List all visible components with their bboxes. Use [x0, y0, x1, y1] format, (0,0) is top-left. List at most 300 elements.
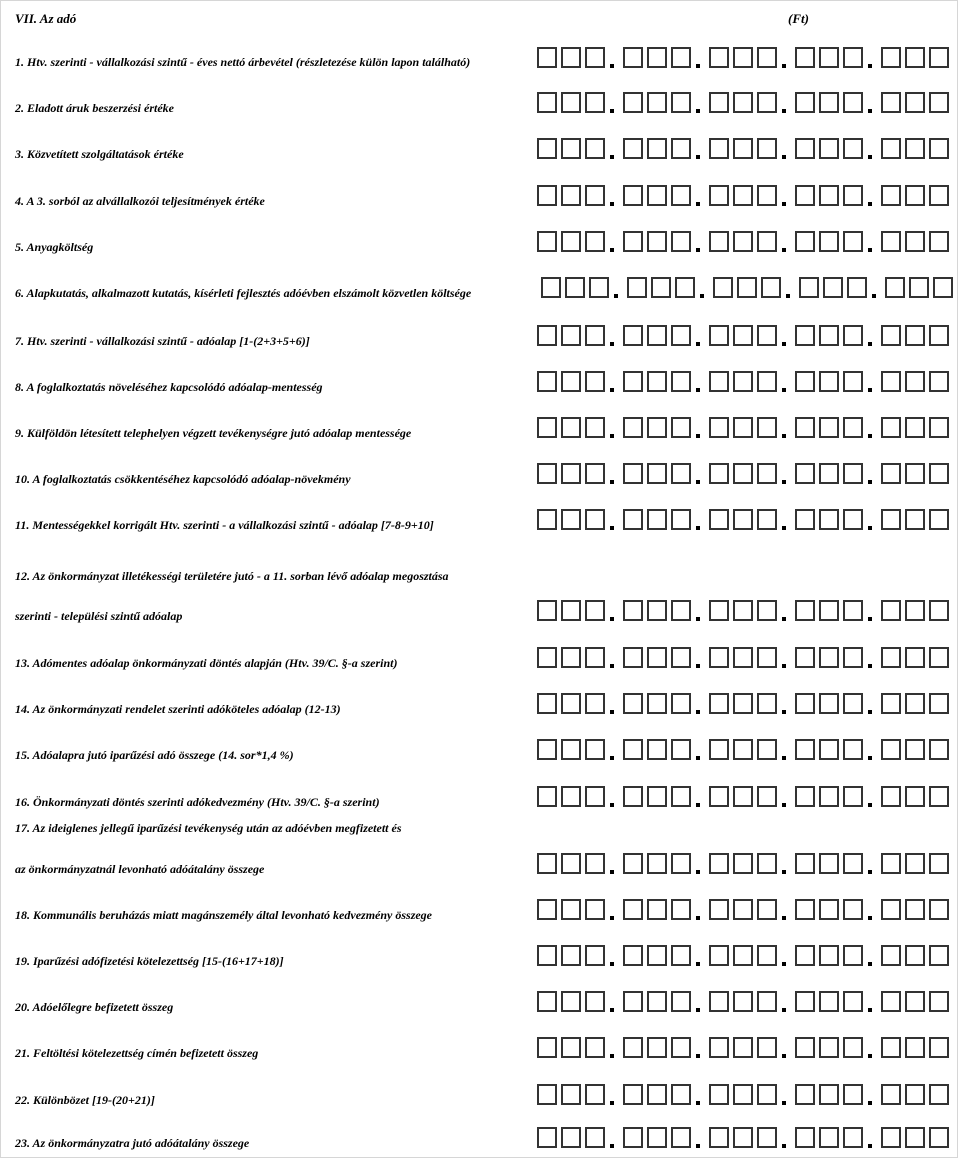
digit-box[interactable] [819, 231, 839, 252]
digit-box[interactable] [647, 231, 667, 252]
digit-box[interactable] [819, 1037, 839, 1058]
digit-box[interactable] [733, 463, 753, 484]
digit-group[interactable] [795, 945, 863, 966]
digit-group[interactable] [881, 1037, 949, 1058]
digit-group[interactable] [795, 1127, 863, 1148]
digit-box[interactable] [905, 463, 925, 484]
digit-box[interactable] [881, 92, 901, 113]
digit-box[interactable] [647, 647, 667, 668]
digit-box[interactable] [929, 647, 949, 668]
digit-group[interactable] [795, 371, 863, 392]
digit-box[interactable] [843, 509, 863, 530]
digit-box[interactable] [585, 231, 605, 252]
digit-box[interactable] [623, 371, 643, 392]
digit-box[interactable] [929, 1037, 949, 1058]
digit-group[interactable] [537, 92, 605, 113]
digit-box[interactable] [709, 325, 729, 346]
digit-group[interactable] [795, 739, 863, 760]
digit-box[interactable] [819, 739, 839, 760]
digit-box[interactable] [623, 325, 643, 346]
digit-box[interactable] [929, 417, 949, 438]
amount-input-boxes[interactable] [537, 508, 949, 530]
digit-box[interactable] [757, 899, 777, 920]
digit-box[interactable] [843, 853, 863, 874]
digit-box[interactable] [561, 325, 581, 346]
digit-group[interactable] [881, 786, 949, 807]
digit-box[interactable] [881, 945, 901, 966]
digit-box[interactable] [709, 600, 729, 621]
digit-box[interactable] [709, 92, 729, 113]
amount-input-boxes[interactable] [537, 599, 949, 621]
digit-box[interactable] [795, 325, 815, 346]
digit-group[interactable] [795, 899, 863, 920]
digit-group[interactable] [795, 185, 863, 206]
amount-input-boxes[interactable] [537, 738, 949, 760]
digit-group[interactable] [799, 277, 867, 298]
digit-box[interactable] [671, 1127, 691, 1148]
digit-box[interactable] [905, 1037, 925, 1058]
digit-box[interactable] [795, 945, 815, 966]
digit-box[interactable] [757, 647, 777, 668]
digit-group[interactable] [795, 786, 863, 807]
digit-box[interactable] [561, 138, 581, 159]
digit-box[interactable] [585, 853, 605, 874]
digit-group[interactable] [623, 138, 691, 159]
digit-box[interactable] [561, 509, 581, 530]
digit-box[interactable] [623, 509, 643, 530]
digit-box[interactable] [561, 899, 581, 920]
digit-group[interactable] [537, 647, 605, 668]
digit-box[interactable] [819, 47, 839, 68]
digit-box[interactable] [881, 899, 901, 920]
digit-box[interactable] [709, 231, 729, 252]
digit-group[interactable] [627, 277, 695, 298]
digit-group[interactable] [537, 600, 605, 621]
digit-group[interactable] [881, 600, 949, 621]
digit-box[interactable] [905, 92, 925, 113]
digit-box[interactable] [585, 945, 605, 966]
digit-group[interactable] [623, 371, 691, 392]
digit-box[interactable] [733, 786, 753, 807]
digit-box[interactable] [757, 185, 777, 206]
digit-box[interactable] [929, 1084, 949, 1105]
digit-box[interactable] [881, 417, 901, 438]
digit-group[interactable] [709, 1084, 777, 1105]
digit-box[interactable] [843, 600, 863, 621]
digit-box[interactable] [537, 693, 557, 714]
digit-box[interactable] [671, 1084, 691, 1105]
digit-box[interactable] [585, 325, 605, 346]
digit-box[interactable] [795, 92, 815, 113]
digit-box[interactable] [585, 600, 605, 621]
digit-box[interactable] [929, 600, 949, 621]
digit-box[interactable] [909, 277, 929, 298]
digit-box[interactable] [757, 325, 777, 346]
digit-group[interactable] [795, 1084, 863, 1105]
digit-box[interactable] [651, 277, 671, 298]
digit-group[interactable] [709, 899, 777, 920]
digit-box[interactable] [795, 47, 815, 68]
digit-box[interactable] [819, 1084, 839, 1105]
digit-group[interactable] [537, 371, 605, 392]
digit-box[interactable] [795, 786, 815, 807]
digit-box[interactable] [761, 277, 781, 298]
digit-group[interactable] [881, 1084, 949, 1105]
digit-box[interactable] [709, 1037, 729, 1058]
digit-box[interactable] [623, 991, 643, 1012]
digit-group[interactable] [623, 1127, 691, 1148]
digit-box[interactable] [585, 371, 605, 392]
digit-box[interactable] [647, 417, 667, 438]
digit-group[interactable] [537, 138, 605, 159]
digit-group[interactable] [537, 325, 605, 346]
digit-box[interactable] [795, 991, 815, 1012]
amount-input-boxes[interactable] [537, 852, 949, 874]
digit-box[interactable] [905, 371, 925, 392]
digit-group[interactable] [623, 739, 691, 760]
digit-group[interactable] [795, 853, 863, 874]
digit-group[interactable] [537, 47, 605, 68]
digit-group[interactable] [709, 185, 777, 206]
digit-box[interactable] [585, 417, 605, 438]
digit-box[interactable] [537, 1127, 557, 1148]
digit-box[interactable] [843, 991, 863, 1012]
digit-group[interactable] [709, 600, 777, 621]
digit-box[interactable] [623, 739, 643, 760]
digit-box[interactable] [929, 786, 949, 807]
digit-group[interactable] [709, 47, 777, 68]
digit-group[interactable] [537, 463, 605, 484]
digit-box[interactable] [795, 600, 815, 621]
digit-box[interactable] [537, 853, 557, 874]
digit-box[interactable] [709, 693, 729, 714]
digit-box[interactable] [733, 945, 753, 966]
digit-box[interactable] [843, 647, 863, 668]
digit-box[interactable] [623, 1037, 643, 1058]
digit-group[interactable] [795, 325, 863, 346]
digit-group[interactable] [881, 1127, 949, 1148]
digit-group[interactable] [709, 647, 777, 668]
amount-input-boxes[interactable] [537, 646, 949, 668]
digit-box[interactable] [905, 647, 925, 668]
digit-box[interactable] [585, 463, 605, 484]
digit-box[interactable] [647, 1127, 667, 1148]
digit-box[interactable] [647, 1037, 667, 1058]
digit-box[interactable] [671, 371, 691, 392]
digit-box[interactable] [757, 600, 777, 621]
digit-box[interactable] [929, 739, 949, 760]
digit-group[interactable] [881, 991, 949, 1012]
digit-group[interactable] [881, 899, 949, 920]
digit-box[interactable] [881, 371, 901, 392]
digit-box[interactable] [561, 600, 581, 621]
amount-input-boxes[interactable] [537, 462, 949, 484]
digit-box[interactable] [819, 463, 839, 484]
digit-group[interactable] [795, 693, 863, 714]
digit-box[interactable] [929, 185, 949, 206]
digit-group[interactable] [623, 853, 691, 874]
digit-box[interactable] [905, 945, 925, 966]
digit-box[interactable] [929, 138, 949, 159]
digit-box[interactable] [589, 277, 609, 298]
digit-box[interactable] [905, 47, 925, 68]
digit-box[interactable] [843, 739, 863, 760]
digit-box[interactable] [647, 138, 667, 159]
digit-box[interactable] [733, 325, 753, 346]
digit-group[interactable] [709, 991, 777, 1012]
digit-box[interactable] [647, 371, 667, 392]
digit-box[interactable] [675, 277, 695, 298]
digit-group[interactable] [795, 509, 863, 530]
digit-box[interactable] [647, 945, 667, 966]
digit-box[interactable] [671, 509, 691, 530]
digit-box[interactable] [843, 1037, 863, 1058]
digit-box[interactable] [757, 991, 777, 1012]
digit-box[interactable] [929, 945, 949, 966]
digit-box[interactable] [561, 945, 581, 966]
digit-box[interactable] [671, 185, 691, 206]
digit-box[interactable] [795, 371, 815, 392]
digit-group[interactable] [881, 739, 949, 760]
digit-group[interactable] [537, 185, 605, 206]
digit-box[interactable] [623, 138, 643, 159]
digit-group[interactable] [881, 463, 949, 484]
digit-box[interactable] [623, 899, 643, 920]
digit-box[interactable] [671, 231, 691, 252]
digit-box[interactable] [843, 47, 863, 68]
digit-group[interactable] [709, 417, 777, 438]
digit-box[interactable] [537, 786, 557, 807]
digit-box[interactable] [733, 138, 753, 159]
digit-box[interactable] [537, 138, 557, 159]
digit-box[interactable] [585, 509, 605, 530]
digit-box[interactable] [757, 786, 777, 807]
digit-box[interactable] [819, 185, 839, 206]
digit-box[interactable] [905, 231, 925, 252]
amount-input-boxes[interactable] [537, 898, 949, 920]
digit-group[interactable] [795, 991, 863, 1012]
digit-box[interactable] [929, 463, 949, 484]
digit-box[interactable] [905, 1084, 925, 1105]
digit-box[interactable] [709, 945, 729, 966]
digit-box[interactable] [585, 739, 605, 760]
digit-box[interactable] [709, 739, 729, 760]
digit-group[interactable] [881, 647, 949, 668]
digit-group[interactable] [623, 945, 691, 966]
digit-box[interactable] [709, 371, 729, 392]
digit-group[interactable] [881, 325, 949, 346]
digit-box[interactable] [585, 1127, 605, 1148]
digit-group[interactable] [709, 853, 777, 874]
digit-box[interactable] [733, 231, 753, 252]
digit-box[interactable] [757, 463, 777, 484]
digit-box[interactable] [537, 991, 557, 1012]
digit-box[interactable] [929, 991, 949, 1012]
digit-box[interactable] [757, 371, 777, 392]
digit-box[interactable] [799, 277, 819, 298]
digit-group[interactable] [795, 1037, 863, 1058]
digit-box[interactable] [537, 463, 557, 484]
digit-box[interactable] [647, 739, 667, 760]
digit-box[interactable] [847, 277, 867, 298]
digit-box[interactable] [843, 1084, 863, 1105]
digit-box[interactable] [795, 1037, 815, 1058]
digit-box[interactable] [537, 185, 557, 206]
amount-input-boxes[interactable] [537, 692, 949, 714]
digit-box[interactable] [561, 463, 581, 484]
digit-group[interactable] [623, 991, 691, 1012]
digit-box[interactable] [671, 1037, 691, 1058]
amount-input-boxes[interactable] [541, 276, 953, 298]
digit-box[interactable] [733, 693, 753, 714]
digit-box[interactable] [561, 991, 581, 1012]
digit-box[interactable] [795, 693, 815, 714]
digit-box[interactable] [623, 1084, 643, 1105]
digit-group[interactable] [537, 1037, 605, 1058]
digit-box[interactable] [537, 231, 557, 252]
digit-box[interactable] [929, 509, 949, 530]
digit-box[interactable] [537, 92, 557, 113]
digit-box[interactable] [709, 138, 729, 159]
digit-group[interactable] [537, 853, 605, 874]
digit-group[interactable] [795, 47, 863, 68]
digit-group[interactable] [881, 47, 949, 68]
digit-box[interactable] [537, 945, 557, 966]
digit-box[interactable] [623, 945, 643, 966]
digit-box[interactable] [585, 991, 605, 1012]
digit-group[interactable] [623, 231, 691, 252]
digit-box[interactable] [623, 693, 643, 714]
digit-box[interactable] [671, 786, 691, 807]
digit-box[interactable] [561, 1084, 581, 1105]
digit-box[interactable] [537, 1084, 557, 1105]
digit-box[interactable] [737, 277, 757, 298]
digit-box[interactable] [881, 991, 901, 1012]
digit-box[interactable] [647, 693, 667, 714]
digit-box[interactable] [709, 991, 729, 1012]
digit-box[interactable] [709, 185, 729, 206]
digit-group[interactable] [623, 1037, 691, 1058]
digit-box[interactable] [733, 991, 753, 1012]
digit-group[interactable] [537, 509, 605, 530]
digit-box[interactable] [733, 739, 753, 760]
digit-box[interactable] [905, 899, 925, 920]
digit-box[interactable] [795, 647, 815, 668]
digit-box[interactable] [733, 371, 753, 392]
digit-group[interactable] [623, 509, 691, 530]
digit-box[interactable] [795, 1127, 815, 1148]
digit-box[interactable] [929, 371, 949, 392]
digit-box[interactable] [843, 945, 863, 966]
amount-input-boxes[interactable] [537, 416, 949, 438]
digit-box[interactable] [623, 417, 643, 438]
digit-box[interactable] [757, 945, 777, 966]
digit-box[interactable] [757, 92, 777, 113]
digit-group[interactable] [537, 231, 605, 252]
digit-box[interactable] [585, 92, 605, 113]
digit-box[interactable] [623, 853, 643, 874]
digit-box[interactable] [561, 786, 581, 807]
amount-input-boxes[interactable] [537, 46, 949, 68]
digit-box[interactable] [671, 693, 691, 714]
digit-box[interactable] [671, 945, 691, 966]
digit-box[interactable] [671, 325, 691, 346]
amount-input-boxes[interactable] [537, 370, 949, 392]
digit-group[interactable] [709, 325, 777, 346]
digit-box[interactable] [623, 47, 643, 68]
digit-group[interactable] [709, 509, 777, 530]
digit-box[interactable] [795, 231, 815, 252]
digit-box[interactable] [537, 371, 557, 392]
digit-box[interactable] [757, 417, 777, 438]
digit-box[interactable] [795, 509, 815, 530]
digit-group[interactable] [623, 417, 691, 438]
digit-box[interactable] [733, 509, 753, 530]
digit-box[interactable] [819, 786, 839, 807]
digit-box[interactable] [819, 945, 839, 966]
digit-box[interactable] [905, 185, 925, 206]
digit-box[interactable] [565, 277, 585, 298]
digit-box[interactable] [905, 739, 925, 760]
digit-box[interactable] [647, 325, 667, 346]
digit-box[interactable] [843, 899, 863, 920]
digit-box[interactable] [623, 600, 643, 621]
digit-box[interactable] [623, 185, 643, 206]
amount-input-boxes[interactable] [537, 990, 949, 1012]
digit-box[interactable] [713, 277, 733, 298]
digit-box[interactable] [709, 47, 729, 68]
digit-group[interactable] [541, 277, 609, 298]
digit-group[interactable] [881, 185, 949, 206]
digit-box[interactable] [709, 417, 729, 438]
digit-box[interactable] [795, 138, 815, 159]
digit-box[interactable] [537, 509, 557, 530]
digit-box[interactable] [585, 647, 605, 668]
digit-group[interactable] [795, 463, 863, 484]
digit-box[interactable] [795, 463, 815, 484]
digit-box[interactable] [881, 463, 901, 484]
digit-box[interactable] [819, 371, 839, 392]
amount-input-boxes[interactable] [537, 91, 949, 113]
digit-group[interactable] [537, 1084, 605, 1105]
digit-box[interactable] [905, 991, 925, 1012]
digit-box[interactable] [647, 509, 667, 530]
digit-group[interactable] [623, 693, 691, 714]
digit-box[interactable] [709, 899, 729, 920]
digit-box[interactable] [843, 231, 863, 252]
digit-box[interactable] [561, 647, 581, 668]
digit-box[interactable] [671, 853, 691, 874]
digit-box[interactable] [561, 1037, 581, 1058]
digit-box[interactable] [843, 786, 863, 807]
digit-box[interactable] [819, 693, 839, 714]
digit-box[interactable] [709, 463, 729, 484]
digit-box[interactable] [733, 899, 753, 920]
digit-box[interactable] [757, 509, 777, 530]
digit-group[interactable] [709, 1127, 777, 1148]
digit-box[interactable] [561, 693, 581, 714]
digit-group[interactable] [623, 325, 691, 346]
digit-group[interactable] [795, 231, 863, 252]
digit-box[interactable] [881, 1127, 901, 1148]
digit-box[interactable] [585, 138, 605, 159]
digit-box[interactable] [881, 1084, 901, 1105]
digit-box[interactable] [647, 786, 667, 807]
digit-box[interactable] [905, 853, 925, 874]
digit-group[interactable] [623, 92, 691, 113]
digit-box[interactable] [757, 853, 777, 874]
amount-input-boxes[interactable] [537, 137, 949, 159]
